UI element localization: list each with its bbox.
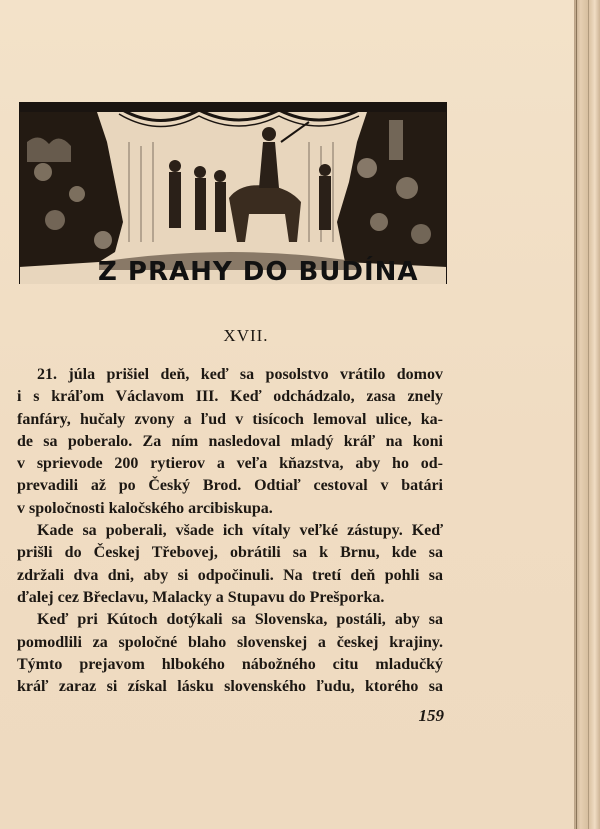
- text-line: kráľ zaraz si získal lásku slovenského ľudu, ktorého sa: [17, 678, 443, 696]
- page-edge: [574, 0, 600, 829]
- text-line: i s kráľom Václavom III. Keď odchádzalo, zasa znely: [17, 388, 443, 406]
- text-line: 21. júla prišiel deň, keď sa posolstvo vrátilo domov: [37, 366, 443, 383]
- text-line: prišli do Českej Třebovej, obrátili sa k Brnu, kde sa: [17, 544, 443, 562]
- text-line: v sprievode 200 rytierov a veľa kňazstva, aby ho od-: [17, 455, 443, 473]
- edge-line: [576, 0, 577, 829]
- chapter-number: XVII.: [223, 326, 269, 345]
- text-line: fanfáry, hučaly zvony a ľud v tisícoch lemoval ulice, ka-: [17, 410, 443, 428]
- text-line: ďalej cez Břeclavu, Malacky a Stupavu do Prešporka.: [17, 588, 385, 606]
- chapter-title: Z PRAHY DO BUDÍNA: [98, 257, 419, 287]
- body-text: [17, 364, 443, 698]
- text-line: v spoločnosti kaločského arcibiskupa.: [17, 499, 273, 517]
- text-line: prevadili až po Český Brod. Odtiaľ cestoval v batári: [17, 477, 443, 495]
- text-line: Kade sa poberali, všade ich vítaly veľké zástupy. Keď: [37, 522, 443, 540]
- page-number: 159: [418, 706, 444, 725]
- text-line: pomodlili za spoločné blaho slovenskej a českej krajiny.: [17, 633, 443, 651]
- text-line: Týmto prejavom hlbokého nábožného citu mladučký: [17, 655, 443, 673]
- text-line: Keď pri Kútoch dotýkali sa Slovenska, postáli, aby sa: [37, 611, 443, 629]
- text-line: zdržali dva dni, aby si odpočinuli. Na tretí deň pohli sa: [17, 566, 443, 584]
- text-line: de sa poberalo. Za ním nasledoval mladý kráľ na koni: [17, 432, 443, 450]
- edge-line: [588, 0, 589, 829]
